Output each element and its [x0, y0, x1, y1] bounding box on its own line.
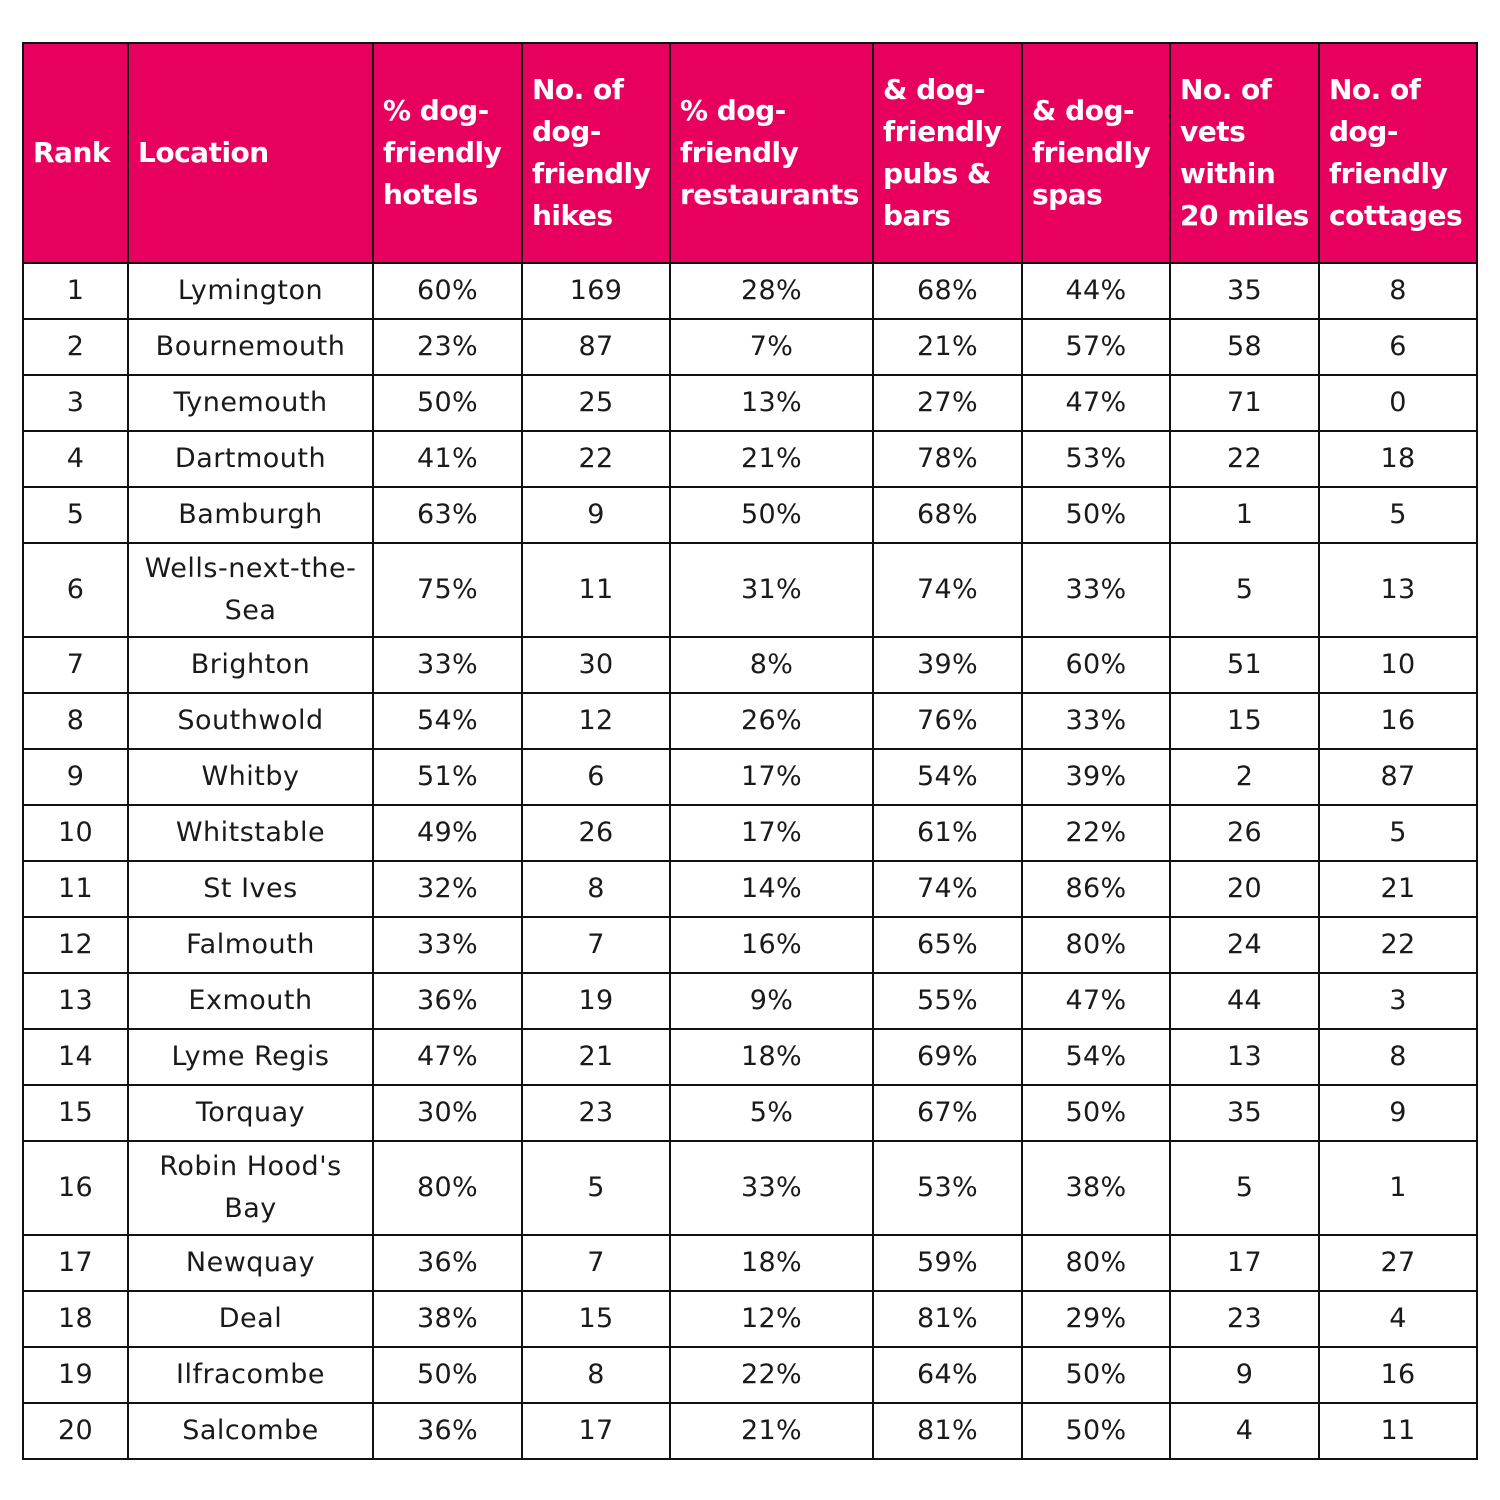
cell-pubs: 68%	[873, 263, 1022, 319]
cell-pubs: 54%	[873, 749, 1022, 805]
header-hikes: No. of dog-friendly hikes	[522, 43, 670, 263]
table-row	[23, 973, 1477, 1029]
cell-hotels: 63%	[373, 487, 522, 543]
cell-rank: 18	[23, 1291, 128, 1347]
cell-pubs: 55%	[873, 973, 1022, 1029]
cell-hotels: 54%	[373, 693, 522, 749]
cell-vets: 44	[1170, 973, 1319, 1029]
cell-spas: 29%	[1022, 1291, 1170, 1347]
cell-cottages: 3	[1319, 973, 1477, 1029]
cell-hikes: 11	[522, 543, 670, 637]
table-header	[23, 43, 1477, 263]
cell-restaurants: 18%	[670, 1029, 873, 1085]
cell-hotels: 36%	[373, 1403, 522, 1459]
cell-restaurants: 17%	[670, 805, 873, 861]
cell-restaurants: 21%	[670, 1403, 873, 1459]
cell-restaurants: 22%	[670, 1347, 873, 1403]
cell-cottages: 9	[1319, 1085, 1477, 1141]
cell-spas: 53%	[1022, 431, 1170, 487]
cell-restaurants: 17%	[670, 749, 873, 805]
table-row	[23, 1029, 1477, 1085]
cell-spas: 39%	[1022, 749, 1170, 805]
header-hotels: % dog-friendly hotels	[373, 43, 522, 263]
cell-restaurants: 5%	[670, 1085, 873, 1141]
cell-rank: 13	[23, 973, 128, 1029]
table-row	[23, 1235, 1477, 1291]
table-row	[23, 749, 1477, 805]
header-restaurants: % dog-friendly restaurants	[670, 43, 873, 263]
cell-hikes: 15	[522, 1291, 670, 1347]
cell-restaurants: 9%	[670, 973, 873, 1029]
cell-restaurants: 28%	[670, 263, 873, 319]
cell-hikes: 7	[522, 917, 670, 973]
table-row	[23, 805, 1477, 861]
header-rank: Rank	[23, 43, 128, 263]
cell-spas: 50%	[1022, 487, 1170, 543]
cell-hikes: 22	[522, 431, 670, 487]
cell-pubs: 74%	[873, 861, 1022, 917]
cell-rank: 12	[23, 917, 128, 973]
cell-vets: 35	[1170, 1085, 1319, 1141]
table-row	[23, 637, 1477, 693]
cell-restaurants: 31%	[670, 543, 873, 637]
cell-vets: 20	[1170, 861, 1319, 917]
table-row	[23, 263, 1477, 319]
cell-rank: 2	[23, 319, 128, 375]
cell-cottages: 11	[1319, 1403, 1477, 1459]
cell-rank: 11	[23, 861, 128, 917]
cell-vets: 26	[1170, 805, 1319, 861]
cell-pubs: 78%	[873, 431, 1022, 487]
table-row	[23, 861, 1477, 917]
cell-rank: 4	[23, 431, 128, 487]
cell-rank: 15	[23, 1085, 128, 1141]
table-body	[23, 263, 1477, 1459]
cell-restaurants: 12%	[670, 1291, 873, 1347]
cell-location: Lyme Regis	[128, 1029, 373, 1085]
cell-hotels: 33%	[373, 917, 522, 973]
cell-spas: 54%	[1022, 1029, 1170, 1085]
cell-location: Ilfracombe	[128, 1347, 373, 1403]
cell-location: Torquay	[128, 1085, 373, 1141]
cell-vets: 17	[1170, 1235, 1319, 1291]
cell-rank: 6	[23, 543, 128, 637]
cell-pubs: 65%	[873, 917, 1022, 973]
header-row	[23, 43, 1477, 263]
table-row	[23, 1347, 1477, 1403]
cell-cottages: 5	[1319, 805, 1477, 861]
cell-vets: 71	[1170, 375, 1319, 431]
cell-hotels: 32%	[373, 861, 522, 917]
cell-hikes: 9	[522, 487, 670, 543]
table-row	[23, 1403, 1477, 1459]
cell-hikes: 5	[522, 1141, 670, 1235]
cell-spas: 50%	[1022, 1085, 1170, 1141]
cell-vets: 4	[1170, 1403, 1319, 1459]
cell-rank: 8	[23, 693, 128, 749]
cell-pubs: 69%	[873, 1029, 1022, 1085]
cell-pubs: 81%	[873, 1291, 1022, 1347]
cell-cottages: 16	[1319, 693, 1477, 749]
cell-hotels: 38%	[373, 1291, 522, 1347]
cell-location: Exmouth	[128, 973, 373, 1029]
cell-cottages: 21	[1319, 861, 1477, 917]
cell-cottages: 18	[1319, 431, 1477, 487]
cell-cottages: 10	[1319, 637, 1477, 693]
cell-spas: 50%	[1022, 1403, 1170, 1459]
cell-location: Deal	[128, 1291, 373, 1347]
cell-hikes: 30	[522, 637, 670, 693]
cell-hikes: 169	[522, 263, 670, 319]
cell-rank: 10	[23, 805, 128, 861]
cell-pubs: 59%	[873, 1235, 1022, 1291]
cell-vets: 51	[1170, 637, 1319, 693]
cell-hikes: 87	[522, 319, 670, 375]
cell-spas: 57%	[1022, 319, 1170, 375]
cell-vets: 58	[1170, 319, 1319, 375]
cell-pubs: 64%	[873, 1347, 1022, 1403]
cell-spas: 47%	[1022, 973, 1170, 1029]
cell-hotels: 51%	[373, 749, 522, 805]
cell-cottages: 16	[1319, 1347, 1477, 1403]
cell-spas: 86%	[1022, 861, 1170, 917]
cell-spas: 22%	[1022, 805, 1170, 861]
cell-vets: 23	[1170, 1291, 1319, 1347]
cell-location: Robin Hood's Bay	[128, 1141, 373, 1235]
cell-pubs: 61%	[873, 805, 1022, 861]
cell-spas: 38%	[1022, 1141, 1170, 1235]
cell-location: Whitstable	[128, 805, 373, 861]
cell-rank: 14	[23, 1029, 128, 1085]
table-row	[23, 431, 1477, 487]
cell-restaurants: 16%	[670, 917, 873, 973]
cell-restaurants: 13%	[670, 375, 873, 431]
cell-rank: 17	[23, 1235, 128, 1291]
cell-hikes: 8	[522, 861, 670, 917]
header-pubs-bars: & dog-friendly pubs & bars	[873, 43, 1022, 263]
cell-hotels: 36%	[373, 973, 522, 1029]
cell-vets: 24	[1170, 917, 1319, 973]
header-spas: & dog-friendly spas	[1022, 43, 1170, 263]
cell-location: Salcombe	[128, 1403, 373, 1459]
cell-hotels: 49%	[373, 805, 522, 861]
cell-cottages: 5	[1319, 487, 1477, 543]
cell-hikes: 12	[522, 693, 670, 749]
cell-pubs: 39%	[873, 637, 1022, 693]
cell-rank: 20	[23, 1403, 128, 1459]
cell-restaurants: 18%	[670, 1235, 873, 1291]
cell-cottages: 13	[1319, 543, 1477, 637]
cell-spas: 44%	[1022, 263, 1170, 319]
cell-location: Southwold	[128, 693, 373, 749]
cell-pubs: 67%	[873, 1085, 1022, 1141]
cell-restaurants: 50%	[670, 487, 873, 543]
cell-restaurants: 26%	[670, 693, 873, 749]
cell-cottages: 8	[1319, 1029, 1477, 1085]
cell-hotels: 23%	[373, 319, 522, 375]
cell-location: Tynemouth	[128, 375, 373, 431]
cell-rank: 19	[23, 1347, 128, 1403]
table-row	[23, 1141, 1477, 1235]
cell-spas: 80%	[1022, 917, 1170, 973]
cell-hikes: 25	[522, 375, 670, 431]
cell-cottages: 0	[1319, 375, 1477, 431]
header-location: Location	[128, 43, 373, 263]
cell-hotels: 33%	[373, 637, 522, 693]
cell-hikes: 26	[522, 805, 670, 861]
cell-spas: 47%	[1022, 375, 1170, 431]
cell-pubs: 68%	[873, 487, 1022, 543]
cell-pubs: 53%	[873, 1141, 1022, 1235]
cell-cottages: 22	[1319, 917, 1477, 973]
cell-spas: 60%	[1022, 637, 1170, 693]
cell-vets: 2	[1170, 749, 1319, 805]
cell-spas: 50%	[1022, 1347, 1170, 1403]
cell-location: Lymington	[128, 263, 373, 319]
cell-vets: 15	[1170, 693, 1319, 749]
cell-vets: 5	[1170, 543, 1319, 637]
cell-restaurants: 33%	[670, 1141, 873, 1235]
cell-vets: 1	[1170, 487, 1319, 543]
table-row	[23, 1085, 1477, 1141]
cell-hikes: 17	[522, 1403, 670, 1459]
cell-cottages: 1	[1319, 1141, 1477, 1235]
table-row	[23, 1291, 1477, 1347]
cell-hikes: 6	[522, 749, 670, 805]
cell-location: Bournemouth	[128, 319, 373, 375]
cell-hotels: 80%	[373, 1141, 522, 1235]
table-row	[23, 917, 1477, 973]
cell-cottages: 4	[1319, 1291, 1477, 1347]
cell-hotels: 50%	[373, 1347, 522, 1403]
cell-hikes: 19	[522, 973, 670, 1029]
cell-vets: 35	[1170, 263, 1319, 319]
cell-restaurants: 7%	[670, 319, 873, 375]
cell-hikes: 8	[522, 1347, 670, 1403]
cell-rank: 9	[23, 749, 128, 805]
cell-hotels: 75%	[373, 543, 522, 637]
cell-hotels: 41%	[373, 431, 522, 487]
table-row	[23, 487, 1477, 543]
cell-hotels: 60%	[373, 263, 522, 319]
cell-pubs: 74%	[873, 543, 1022, 637]
table-row	[23, 543, 1477, 637]
cell-vets: 9	[1170, 1347, 1319, 1403]
cell-restaurants: 21%	[670, 431, 873, 487]
cell-location: Wells-next-the-Sea	[128, 543, 373, 637]
cell-pubs: 81%	[873, 1403, 1022, 1459]
cell-restaurants: 8%	[670, 637, 873, 693]
cell-vets: 5	[1170, 1141, 1319, 1235]
header-vets: No. of vets within 20 miles	[1170, 43, 1319, 263]
table-row	[23, 693, 1477, 749]
table-row	[23, 319, 1477, 375]
cell-pubs: 21%	[873, 319, 1022, 375]
cell-hikes: 23	[522, 1085, 670, 1141]
cell-cottages: 27	[1319, 1235, 1477, 1291]
cell-rank: 3	[23, 375, 128, 431]
cell-hotels: 50%	[373, 375, 522, 431]
cell-rank: 1	[23, 263, 128, 319]
table-row	[23, 375, 1477, 431]
cell-hikes: 21	[522, 1029, 670, 1085]
cell-location: Whitby	[128, 749, 373, 805]
cell-location: Falmouth	[128, 917, 373, 973]
cell-cottages: 6	[1319, 319, 1477, 375]
cell-location: Dartmouth	[128, 431, 373, 487]
cell-location: St Ives	[128, 861, 373, 917]
cell-rank: 16	[23, 1141, 128, 1235]
header-cottages: No. of dog-friendly cottages	[1319, 43, 1477, 263]
cell-hikes: 7	[522, 1235, 670, 1291]
cell-pubs: 27%	[873, 375, 1022, 431]
cell-restaurants: 14%	[670, 861, 873, 917]
cell-location: Brighton	[128, 637, 373, 693]
dog-friendly-locations-table	[22, 42, 1478, 1460]
cell-rank: 5	[23, 487, 128, 543]
cell-spas: 33%	[1022, 693, 1170, 749]
cell-location: Newquay	[128, 1235, 373, 1291]
cell-pubs: 76%	[873, 693, 1022, 749]
cell-cottages: 8	[1319, 263, 1477, 319]
cell-spas: 33%	[1022, 543, 1170, 637]
cell-vets: 13	[1170, 1029, 1319, 1085]
cell-spas: 80%	[1022, 1235, 1170, 1291]
cell-hotels: 47%	[373, 1029, 522, 1085]
cell-hotels: 30%	[373, 1085, 522, 1141]
cell-rank: 7	[23, 637, 128, 693]
cell-vets: 22	[1170, 431, 1319, 487]
cell-hotels: 36%	[373, 1235, 522, 1291]
cell-location: Bamburgh	[128, 487, 373, 543]
cell-cottages: 87	[1319, 749, 1477, 805]
